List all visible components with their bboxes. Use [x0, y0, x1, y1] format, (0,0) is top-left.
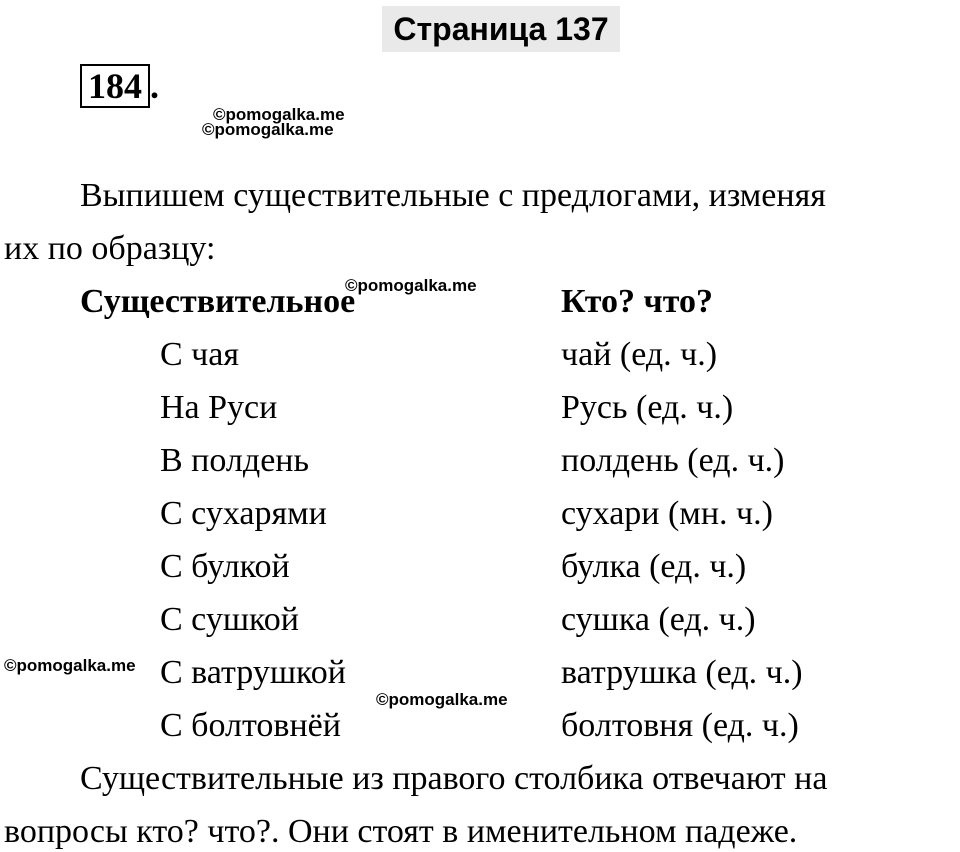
row-initial-form: ватрушка (ед. ч.): [561, 654, 803, 691]
row-noun-with-preposition: С сушкой: [160, 601, 299, 638]
page-title: Страница 137: [382, 6, 620, 52]
watermark: ©pomogalka.me: [345, 276, 477, 295]
row-initial-form: сухари (мн. ч.): [561, 495, 773, 532]
row-noun-with-preposition: В полдень: [160, 442, 309, 479]
row-noun-with-preposition: С болтовнёй: [160, 707, 341, 744]
row-initial-form: сушка (ед. ч.): [561, 601, 756, 638]
task-number: [80, 64, 159, 104]
row-initial-form: болтовня (ед. ч.): [561, 707, 799, 744]
column-header-noun: Существительное: [80, 283, 356, 320]
row-noun-with-preposition: С булкой: [160, 548, 290, 585]
task-number-box: 184: [80, 64, 150, 108]
column-header-question: Кто? что?: [561, 283, 713, 320]
watermark: ©pomogalka.me: [4, 656, 136, 675]
intro-line-2: их по образцу:: [4, 230, 216, 267]
row-noun-with-preposition: На Руси: [160, 389, 278, 426]
intro-line-1: Выпишем существительные с предлогами, изменяя: [80, 177, 826, 214]
conclusion-line-2: вопросы кто? что?. Они стоят в именительном падеже.: [4, 813, 798, 850]
row-initial-form: Русь (ед. ч.): [561, 389, 734, 426]
row-noun-with-preposition: С чая: [160, 336, 240, 373]
row-noun-with-preposition: С ватрушкой: [160, 654, 346, 691]
watermark: ©pomogalka.me: [376, 690, 508, 709]
conclusion-line-1: Существительные из правого столбика отвечают на: [80, 760, 828, 797]
row-initial-form: чай (ед. ч.): [561, 336, 718, 373]
row-initial-form: полдень (ед. ч.): [561, 442, 785, 479]
watermark: ©pomogalka.me: [202, 120, 334, 139]
task-number-dot: .: [150, 66, 159, 106]
row-noun-with-preposition: С сухарями: [160, 495, 327, 532]
watermark: ©pomogalka.me: [213, 105, 345, 124]
row-initial-form: булка (ед. ч.): [561, 548, 747, 585]
